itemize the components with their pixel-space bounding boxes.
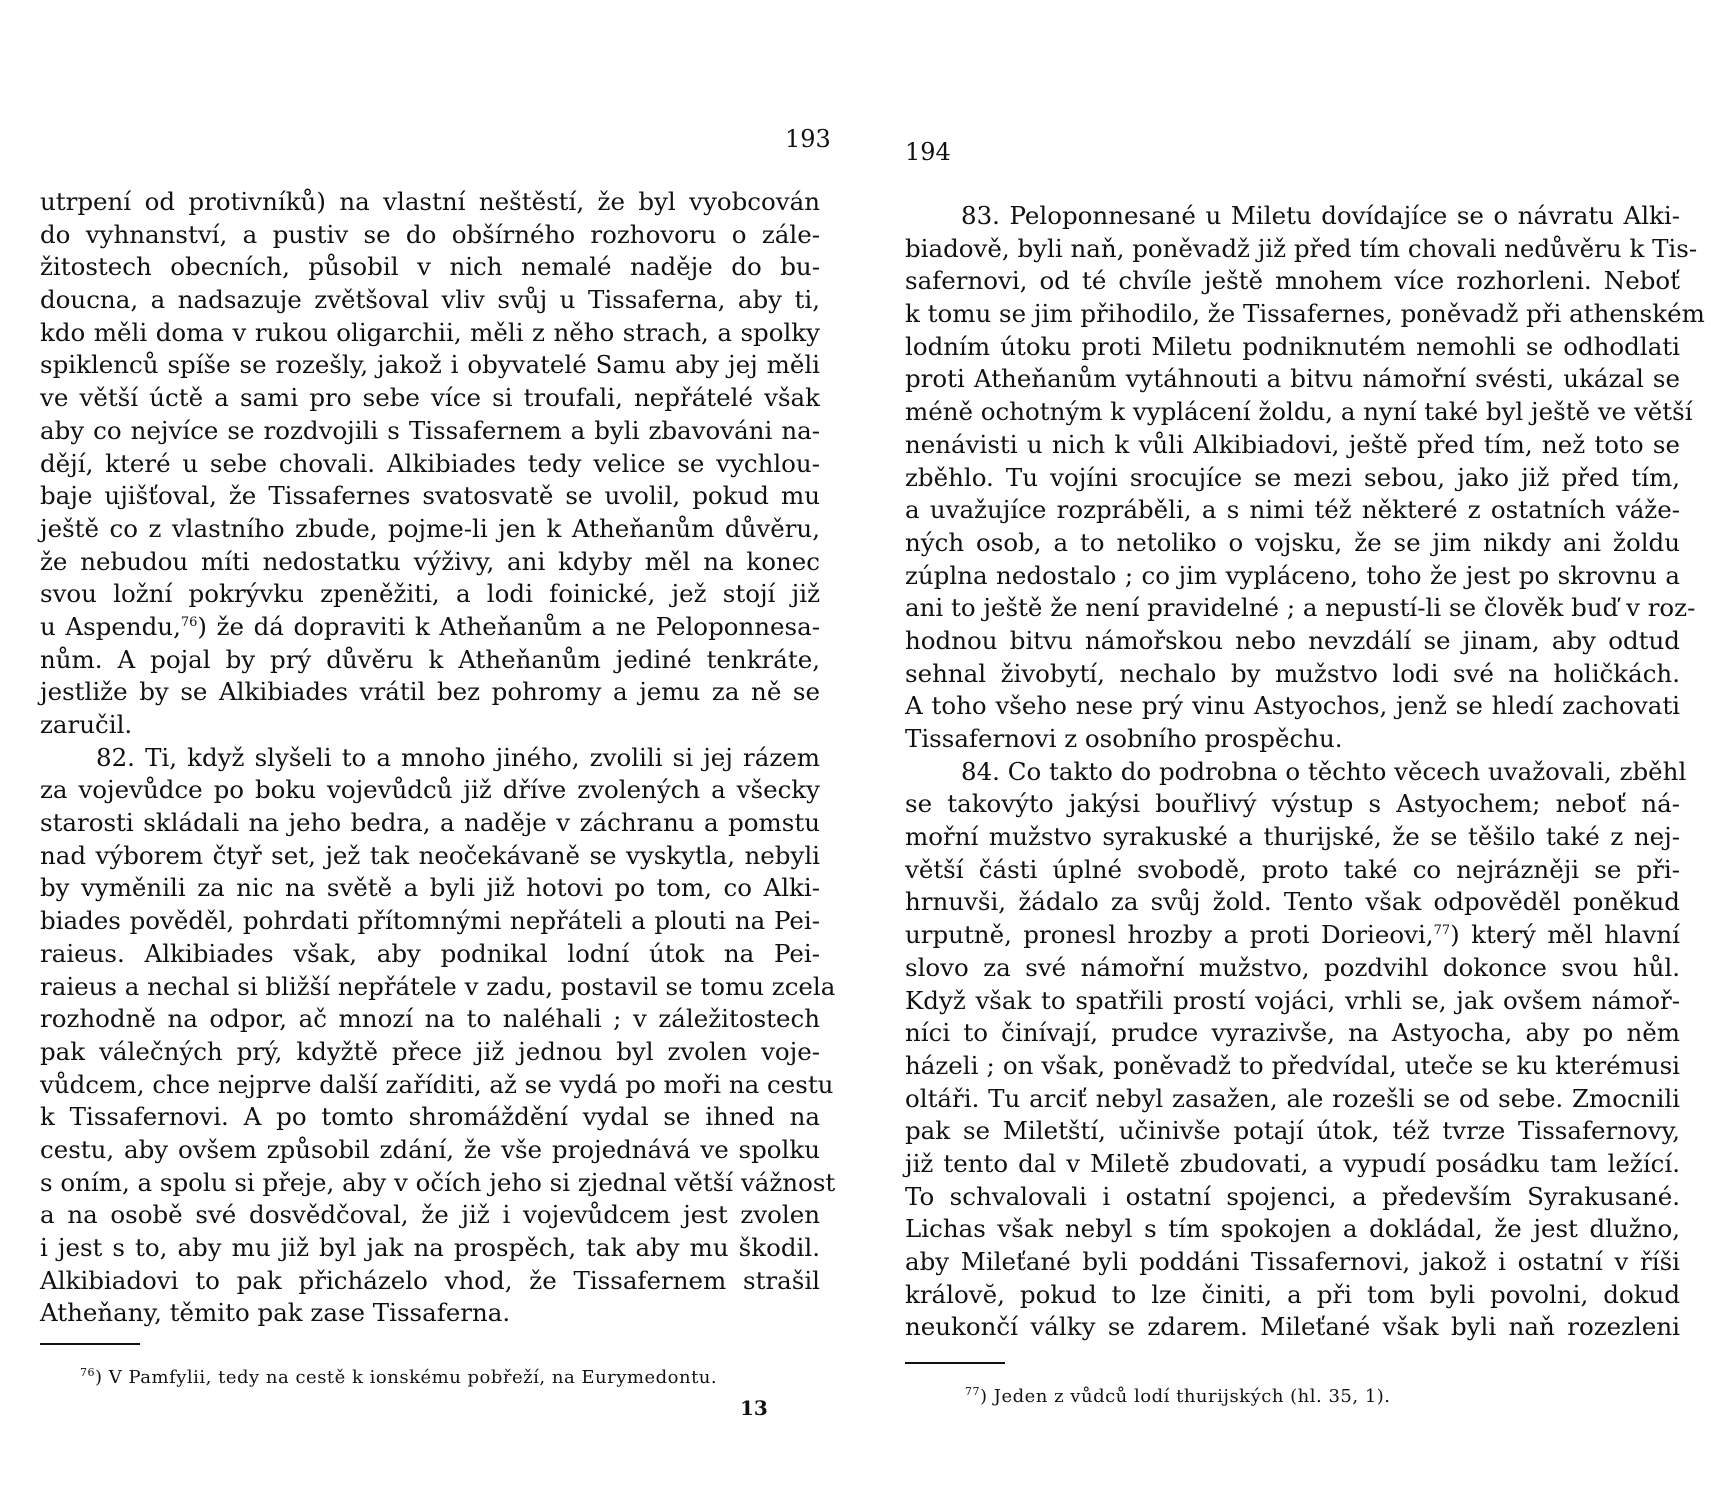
line-text: Atheňany, těmito pak zase Tissaferna. xyxy=(40,1298,511,1328)
line-text-tail: ) který měl hlavní xyxy=(1450,920,1680,950)
line-text: aby Mileťané byli poddáni Tissafernovi, jakož i ostatní v říši xyxy=(905,1247,1680,1276)
line-text: 82. Ti, když slyšeli to a mnoho jiného, zvolili si jej rázem xyxy=(96,742,820,772)
line-text: aby co nejvíce se rozdvojili s Tissafernem a byli zbavováni na- xyxy=(40,415,820,445)
footnote-divider xyxy=(40,1343,140,1345)
text-line xyxy=(905,1311,1680,1344)
line-text: Když však to spatřili prostí vojáci, vrhli se, jak ovšem námoř- xyxy=(905,985,1680,1015)
text-line xyxy=(905,1246,1680,1279)
footnote xyxy=(965,1386,1391,1407)
line-text: safernovi, od té chvíle ještě mnohem více rozhorleni. Neboť xyxy=(905,266,1680,296)
line-text: rozhodně na odpor, ač mnozí na to naléhali ; v záležitostech xyxy=(40,1004,820,1034)
line-text: neukončí války se zdarem. Mileťané však byli naň rozezleni xyxy=(905,1312,1680,1342)
text-line xyxy=(40,1101,820,1134)
text-line xyxy=(905,723,1680,756)
text-line xyxy=(40,1003,820,1036)
text-line xyxy=(905,658,1680,691)
printer-signature: 13 xyxy=(740,1396,768,1420)
text-line xyxy=(40,219,820,252)
line-text: biades pověděl, pohrdati přítomnými nepřáteli a plouti na Pei- xyxy=(40,906,820,936)
text-line xyxy=(40,349,820,382)
text-line xyxy=(40,1134,820,1167)
text-line xyxy=(40,1199,820,1232)
line-text: méně ochotným k vyplácení žoldu, a nyní také byl ještě ve větší xyxy=(905,397,1693,427)
text-line xyxy=(905,200,1680,233)
line-text: zúplna nedostalo ; co jim vypláceno, toho že jest po skrovnu a xyxy=(905,560,1680,590)
text-line xyxy=(905,1279,1680,1312)
line-text: ani to ještě že není pravidelné ; a nepustí-li se člověk buď v roz- xyxy=(905,593,1696,623)
text-line xyxy=(905,886,1680,919)
text-line xyxy=(40,905,820,938)
text-line xyxy=(40,709,820,742)
line-text: a na osobě své dosvědčoval, že již i vojevůdcem jest zvolen xyxy=(40,1200,820,1230)
line-text: lodním útoku proti Miletu podniknutém nemohli se odhodlati xyxy=(905,331,1680,361)
footnote-text: ) V Pamfylii, tedy na cestě k ionskému pobřeží, na Eurymedontu. xyxy=(95,1367,718,1388)
line-text: Alkibiadovi to pak přicházelo vhod, že Tissafernem strašil xyxy=(40,1265,820,1295)
text-line xyxy=(905,560,1680,593)
text-line xyxy=(905,462,1680,495)
line-text: do vyhnanství, a pustiv se do obšírného rozhovoru o zále- xyxy=(40,219,820,249)
text-line xyxy=(905,919,1680,952)
text-line xyxy=(905,592,1696,625)
text-line xyxy=(905,331,1680,364)
line-text: proti Atheňanům vytáhnouti a bitvu námořní svésti, ukázal se xyxy=(905,364,1680,394)
page-number: 193 xyxy=(785,125,831,153)
text-line xyxy=(40,251,820,284)
line-text: Tissafernovi z osobního prospěchu. xyxy=(905,724,1343,753)
line-text: doucna, a nadsazuje zvětšoval vliv svůj u Tissaferna, aby ti, xyxy=(40,285,820,315)
text-line xyxy=(905,1017,1680,1050)
text-line xyxy=(905,1083,1680,1116)
line-text: sehnal živobytí, nechalo by mužstvo lodi své na holičkách. xyxy=(905,658,1680,688)
footnote-ref: 77 xyxy=(1433,923,1451,939)
text-line xyxy=(40,480,820,513)
line-text: nenávisti u nich k vůli Alkibiadovi, ještě před tím, než toto se xyxy=(905,429,1680,459)
line-text: biadově, byli naň, poněvadž již před tím chovali nedůvěru k Tis- xyxy=(905,233,1698,263)
line-text: oltáři. Tu arciť nebyl zasažen, ale rozešli se od sebe. Zmocnili xyxy=(905,1083,1680,1113)
line-text: za vojevůdce po boku vojevůdců již dříve zvolených a všecky xyxy=(40,775,820,805)
text-line xyxy=(40,1069,834,1102)
text-line xyxy=(905,985,1680,1018)
footnote-divider xyxy=(905,1362,1005,1364)
line-text: hodnou bitvu námořskou nebo nevzdálí se jinam, aby odtud xyxy=(905,625,1680,655)
line-text: raieus a nechal si bližší nepřátele v zadu, postavil se tomu zcela xyxy=(40,971,836,1001)
text-line xyxy=(905,1213,1680,1246)
line-text: 83. Peloponnesané u Miletu dovídajíce se o návratu Alki- xyxy=(961,201,1680,230)
text-line xyxy=(905,429,1680,462)
line-text: urputně, pronesl hrozby a proti Dorieovi, xyxy=(905,920,1434,950)
footnote-mark: 77 xyxy=(965,1385,980,1398)
line-text: s oním, a spolu si přeje, aby v očích jeho si zjednal větší vážnost xyxy=(40,1167,836,1197)
text-line xyxy=(905,788,1680,821)
text-line xyxy=(40,774,820,807)
text-line xyxy=(905,1115,1680,1148)
line-text: starosti skládali na jeho bedra, a naděje v záchranu a pomstu xyxy=(40,808,820,838)
text-line xyxy=(905,363,1680,396)
text-line xyxy=(40,513,820,546)
text-line xyxy=(40,1297,820,1330)
text-line xyxy=(905,952,1680,985)
line-text: pak se Miletští, učinivše potají útok, též tvrze Tissafernovy, xyxy=(905,1116,1680,1146)
line-text-tail: ) že dá dopraviti k Atheňanům a ne Peloponnesa- xyxy=(197,611,821,641)
text-line xyxy=(40,742,820,775)
line-text: 84. Co takto do podrobna o těchto věcech uvažovali, zběhl xyxy=(961,756,1687,786)
text-line xyxy=(40,546,820,579)
text-line xyxy=(40,415,820,448)
text-line xyxy=(40,448,820,481)
line-text: níci to činívají, prudce vyrazivše, na Astyocha, aby po něm xyxy=(905,1018,1680,1048)
text-line xyxy=(40,644,820,677)
line-text: již tento dal v Miletě zbudovati, a vypudí posádku tam ležící. xyxy=(905,1148,1680,1178)
text-line xyxy=(40,1265,820,1298)
line-text: Lichas však nebyl s tím spokojen a dokládal, že jest dlužno, xyxy=(905,1214,1680,1244)
text-line xyxy=(40,1167,836,1200)
line-text: hrnuvši, žádalo za svůj žold. Tento však odpověděl poněkud xyxy=(905,887,1680,917)
footnote-text: ) Jeden z vůdců lodí thurijských (hl. 35, 1). xyxy=(980,1386,1391,1407)
text-line xyxy=(40,938,820,971)
footnote-ref: 76 xyxy=(180,614,198,630)
text-line xyxy=(905,690,1680,723)
body-text xyxy=(40,186,836,1330)
line-text: vůdcem, chce nejprve další zaříditi, až se vydá po moři na cestu xyxy=(40,1069,834,1099)
text-line xyxy=(905,265,1680,298)
line-text: že nebudou míti nedostatku výživy, ani kdyby měl na konec xyxy=(40,546,820,576)
line-text: dějí, které u sebe chovali. Alkibiades tedy velice se vychlou- xyxy=(40,448,820,478)
line-text: k Tissafernovi. A po tomto shromáždění vydal se ihned na xyxy=(40,1102,820,1132)
line-text: ných osob, a to netoliko o vojsku, že se jim nikdy ani žoldu xyxy=(905,527,1680,557)
line-text: házeli ; on však, poněvadž to předvídal, uteče se ku kterémusi xyxy=(905,1050,1680,1080)
text-line xyxy=(40,807,820,840)
line-text: utrpení od protivníků) na vlastní neštěstí, že byl vyobcován xyxy=(40,187,820,216)
text-line xyxy=(40,1232,820,1265)
line-text: zběhlo. Tu vojíni srocujíce se mezi sebou, jako již před tím, xyxy=(905,462,1680,492)
text-line xyxy=(40,971,836,1004)
text-line xyxy=(905,527,1680,560)
line-text: nad výborem čtyř set, jež tak neočekávaně se vyskytla, nebyli xyxy=(40,840,820,870)
line-text: pak válečných prý, kdyžtě přece již jednou byl zvolen voje- xyxy=(40,1036,820,1066)
line-text: se takovýto jakýsi bouřlivý výstup s Astyochem; neboť ná- xyxy=(905,789,1680,819)
line-text: i jest s to, aby mu již byl jak na prospěch, tak aby mu škodil. xyxy=(40,1233,820,1262)
text-line xyxy=(905,298,1705,331)
footnote-mark: 76 xyxy=(80,1366,95,1379)
line-text: mořní mužstvo syrakuské a thurijské, že se těšilo také z nej- xyxy=(905,822,1680,852)
line-text: kdo měli doma v rukou oligarchii, měli z něho strach, a spolky xyxy=(40,317,820,347)
line-text: slovo za své námořní mužstvo, pozdvihl dokonce svou hůl. xyxy=(905,952,1680,982)
line-text: A toho všeho nese prý vinu Astyochos, jenž se hledí zachovati xyxy=(905,691,1680,721)
body-text xyxy=(905,200,1705,1344)
text-line xyxy=(40,284,820,317)
text-line xyxy=(40,578,820,611)
line-text: svou ložní pokrývku zpeněžiti, a lodi foinické, jež stojí již xyxy=(40,579,820,609)
footnote xyxy=(80,1367,717,1388)
line-text: baje ujišťoval, že Tissafernes svatosvatě se uvolil, pokud mu xyxy=(40,481,820,511)
line-text: větší části úplné svobodě, proto také co nejrázněji se při- xyxy=(905,854,1680,884)
text-line xyxy=(40,382,820,415)
text-line xyxy=(905,854,1680,887)
text-line xyxy=(905,1181,1680,1214)
line-text: by vyměnili za nic na světě a byli již hotovi po tom, co Alki- xyxy=(40,873,820,903)
line-text: To schvalovali i ostatní spojenci, a především Syrakusané. xyxy=(905,1181,1680,1211)
line-text: žitostech obecních, působil v nich nemalé naděje do bu- xyxy=(40,252,820,282)
line-text: ve větší úctě a sami pro sebe více si troufali, nepřátelé však xyxy=(40,383,820,413)
line-text: cestu, aby ovšem způsobil zdání, že vše projednává ve spolku xyxy=(40,1134,820,1164)
text-line xyxy=(905,756,1687,789)
text-line xyxy=(40,317,820,350)
text-line xyxy=(40,186,820,219)
line-text: k tomu se jim přihodilo, že Tissafernes, poněvadž při athenském xyxy=(905,299,1705,329)
text-line xyxy=(40,611,820,644)
text-line xyxy=(905,396,1693,429)
page-number: 194 xyxy=(905,138,951,166)
line-text: jestliže by se Alkibiades vrátil bez pohromy a jemu za ně se xyxy=(40,677,820,707)
line-text: zaručil. xyxy=(40,710,133,739)
text-line xyxy=(905,625,1680,658)
text-line xyxy=(905,1050,1680,1083)
line-text: spiklenců spíše se rozešly, jakož i obyvatelé Samu aby jej měli xyxy=(40,350,820,380)
line-text: nům. A pojal by prý důvěru k Atheňanům jediné tenkráte, xyxy=(40,644,820,674)
text-line xyxy=(40,676,820,709)
text-line xyxy=(905,1148,1680,1181)
line-text: královĕ, pokud to lze činiti, a při tom byli povolni, dokud xyxy=(905,1279,1680,1309)
line-text: u Aspendu, xyxy=(40,611,181,641)
text-line xyxy=(40,840,820,873)
line-text: ještě co z vlastního zbude, pojme-li jen k Atheňanům důvěru, xyxy=(40,513,820,543)
text-line xyxy=(40,872,820,905)
text-line xyxy=(40,1036,820,1069)
text-line xyxy=(905,233,1698,266)
line-text: a uvažujíce rozpráběli, a s nimi též některé z ostatních váže- xyxy=(905,495,1680,525)
text-line xyxy=(905,494,1680,527)
line-text: raieus. Alkibiades však, aby podnikal lodní útok na Pei- xyxy=(40,938,820,968)
text-line xyxy=(905,821,1680,854)
